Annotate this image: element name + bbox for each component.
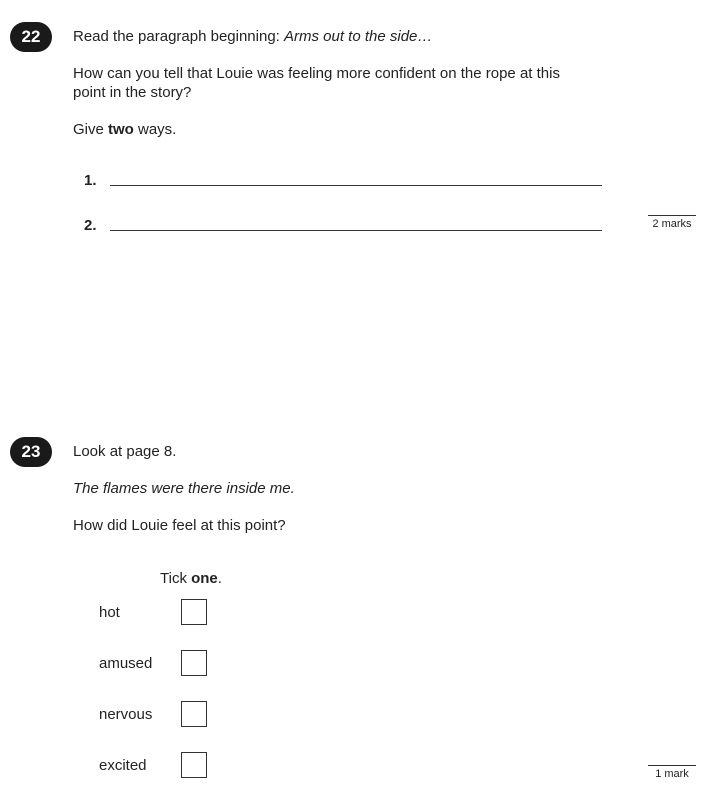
- q23-option-hot-label: hot: [99, 604, 120, 621]
- q23-tick-suffix: .: [217, 570, 222, 587]
- q23-option-nervous-label: nervous: [99, 706, 153, 723]
- q23-tick-prefix: Tick: [160, 570, 192, 587]
- q23-marks: [648, 765, 696, 780]
- question-number-23: [10, 437, 52, 467]
- q23-marks-rule: [648, 765, 696, 766]
- q22-give-bold: two: [108, 121, 134, 138]
- q22-answer-2-line[interactable]: [110, 230, 602, 231]
- q23-option-excited-label: excited: [99, 757, 147, 774]
- q23-instruction: Look at page 8.: [73, 443, 177, 460]
- q23-option-amused-checkbox[interactable]: [181, 650, 207, 676]
- q23-tick-bold: one: [191, 570, 218, 587]
- q22-marks: [648, 215, 696, 230]
- q22-answer-1-label: 1.: [84, 172, 97, 189]
- q22-instruction-quote: Arms out to the side…: [284, 28, 433, 45]
- q22-answer-2-label: 2.: [84, 217, 97, 234]
- q22-question-line-1: How can you tell that Louie was feeling more confident on the rope at this: [73, 65, 560, 82]
- q23-question: How did Louie feel at this point?: [73, 517, 286, 534]
- question-number-22-text: 22: [21, 27, 41, 46]
- q23-marks-text: 1 mark: [655, 768, 689, 780]
- q22-give-prefix: Give: [73, 121, 109, 138]
- q22-instruction-prefix: Read the paragraph beginning:: [73, 28, 284, 45]
- q23-quote: The flames were there inside me.: [73, 480, 295, 497]
- q23-option-hot-checkbox[interactable]: [181, 599, 207, 625]
- q22-give-instruction: [73, 120, 176, 140]
- q22-marks-rule: [648, 215, 696, 216]
- q22-marks-text: 2 marks: [652, 218, 692, 230]
- q23-tick-instruction: [160, 569, 222, 589]
- q22-answer-1-line[interactable]: [110, 185, 602, 186]
- question-number-22: [10, 22, 52, 52]
- q22-question-line-2: point in the story?: [73, 84, 192, 101]
- q22-instruction: [73, 27, 432, 47]
- question-number-23-text: 23: [21, 442, 41, 461]
- q23-option-excited-checkbox[interactable]: [181, 752, 207, 778]
- q23-option-nervous-checkbox[interactable]: [181, 701, 207, 727]
- q23-option-amused-label: amused: [99, 655, 153, 672]
- q22-give-suffix: ways.: [133, 121, 177, 138]
